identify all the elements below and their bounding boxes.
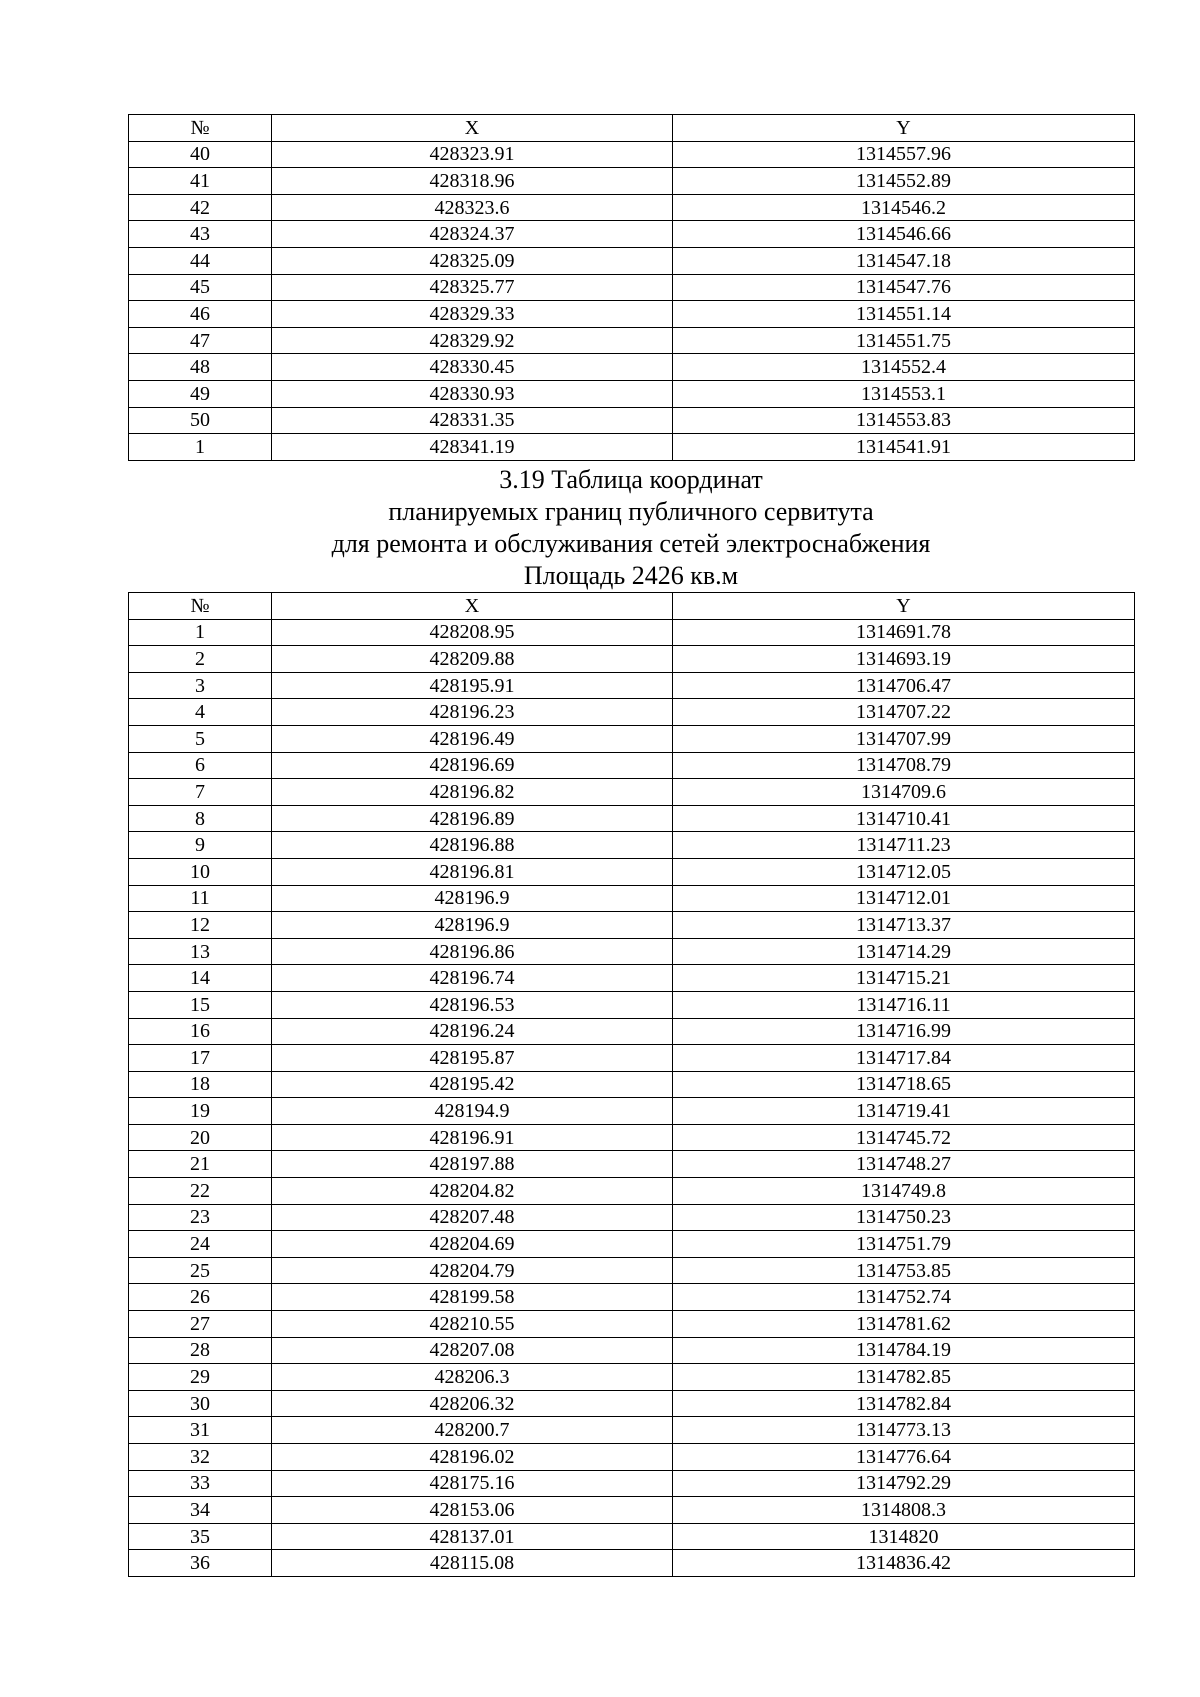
cell-x: 428137.01 bbox=[272, 1523, 673, 1550]
cell-y: 1314784.19 bbox=[673, 1337, 1135, 1364]
cell-number: 22 bbox=[129, 1178, 272, 1205]
cell-x: 428204.82 bbox=[272, 1178, 673, 1205]
cell-number: 41 bbox=[129, 168, 272, 195]
cell-x: 428207.08 bbox=[272, 1337, 673, 1364]
cell-y: 1314718.65 bbox=[673, 1071, 1135, 1098]
cell-number: 8 bbox=[129, 805, 272, 832]
table-row bbox=[129, 619, 1135, 646]
cell-y: 1314713.37 bbox=[673, 912, 1135, 939]
cell-y: 1314781.62 bbox=[673, 1311, 1135, 1338]
table-row bbox=[129, 1231, 1135, 1258]
cell-y: 1314820 bbox=[673, 1523, 1135, 1550]
cell-number: 35 bbox=[129, 1523, 272, 1550]
cell-number: 2 bbox=[129, 646, 272, 673]
cell-x: 428197.88 bbox=[272, 1151, 673, 1178]
cell-x: 428331.35 bbox=[272, 407, 673, 434]
cell-x: 428153.06 bbox=[272, 1497, 673, 1524]
table-row bbox=[129, 699, 1135, 726]
cell-number: 30 bbox=[129, 1390, 272, 1417]
cell-number: 20 bbox=[129, 1124, 272, 1151]
cell-x: 428209.88 bbox=[272, 646, 673, 673]
cell-x: 428325.09 bbox=[272, 247, 673, 274]
cell-number: 12 bbox=[129, 912, 272, 939]
table-row bbox=[129, 1151, 1135, 1178]
cell-x: 428194.9 bbox=[272, 1098, 673, 1125]
coordinates-table-bottom bbox=[128, 592, 1135, 1577]
cell-y: 1314551.14 bbox=[673, 301, 1135, 328]
table-row bbox=[129, 1045, 1135, 1072]
cell-x: 428318.96 bbox=[272, 168, 673, 195]
caption-subtitle: планируемых границ публичного сервитута bbox=[388, 497, 874, 526]
cell-number: 18 bbox=[129, 1071, 272, 1098]
cell-x: 428329.92 bbox=[272, 327, 673, 354]
table-row bbox=[129, 1364, 1135, 1391]
header-x: X bbox=[272, 115, 673, 142]
cell-y: 1314711.23 bbox=[673, 832, 1135, 859]
table-row bbox=[129, 1071, 1135, 1098]
cell-y: 1314719.41 bbox=[673, 1098, 1135, 1125]
cell-x: 428196.81 bbox=[272, 858, 673, 885]
cell-number: 29 bbox=[129, 1364, 272, 1391]
cell-number: 1 bbox=[129, 434, 272, 461]
cell-number: 11 bbox=[129, 885, 272, 912]
table-row bbox=[129, 407, 1135, 434]
cell-x: 428196.9 bbox=[272, 912, 673, 939]
table-header-row bbox=[129, 593, 1135, 620]
cell-x: 428207.48 bbox=[272, 1204, 673, 1231]
cell-number: 16 bbox=[129, 1018, 272, 1045]
cell-x: 428206.32 bbox=[272, 1390, 673, 1417]
cell-number: 13 bbox=[129, 938, 272, 965]
cell-x: 428330.93 bbox=[272, 380, 673, 407]
cell-number: 7 bbox=[129, 779, 272, 806]
cell-y: 1314707.22 bbox=[673, 699, 1135, 726]
table-row bbox=[129, 1550, 1135, 1577]
table-row bbox=[129, 1311, 1135, 1338]
table-row bbox=[129, 1417, 1135, 1444]
cell-number: 46 bbox=[129, 301, 272, 328]
cell-y: 1314715.21 bbox=[673, 965, 1135, 992]
table-header-row bbox=[129, 115, 1135, 142]
cell-number: 24 bbox=[129, 1231, 272, 1258]
cell-number: 34 bbox=[129, 1497, 272, 1524]
cell-x: 428196.82 bbox=[272, 779, 673, 806]
cell-y: 1314553.83 bbox=[673, 407, 1135, 434]
cell-x: 428196.53 bbox=[272, 991, 673, 1018]
cell-y: 1314773.13 bbox=[673, 1417, 1135, 1444]
cell-y: 1314710.41 bbox=[673, 805, 1135, 832]
cell-x: 428196.02 bbox=[272, 1444, 673, 1471]
cell-y: 1314745.72 bbox=[673, 1124, 1135, 1151]
cell-x: 428206.3 bbox=[272, 1364, 673, 1391]
cell-number: 28 bbox=[129, 1337, 272, 1364]
table-row bbox=[129, 434, 1135, 461]
header-number: № bbox=[129, 593, 272, 620]
cell-y: 1314776.64 bbox=[673, 1444, 1135, 1471]
cell-x: 428196.89 bbox=[272, 805, 673, 832]
table-row bbox=[129, 858, 1135, 885]
cell-number: 25 bbox=[129, 1257, 272, 1284]
cell-x: 428200.7 bbox=[272, 1417, 673, 1444]
cell-x: 428196.9 bbox=[272, 885, 673, 912]
table-row bbox=[129, 1390, 1135, 1417]
header-y: Y bbox=[673, 115, 1135, 142]
cell-number: 5 bbox=[129, 725, 272, 752]
cell-x: 428199.58 bbox=[272, 1284, 673, 1311]
table-row bbox=[129, 1444, 1135, 1471]
cell-y: 1314749.8 bbox=[673, 1178, 1135, 1205]
cell-number: 49 bbox=[129, 380, 272, 407]
cell-y: 1314709.6 bbox=[673, 779, 1135, 806]
table-row bbox=[129, 168, 1135, 195]
table-row bbox=[129, 1178, 1135, 1205]
cell-x: 428196.24 bbox=[272, 1018, 673, 1045]
cell-number: 45 bbox=[129, 274, 272, 301]
cell-number: 6 bbox=[129, 752, 272, 779]
table-row bbox=[129, 1284, 1135, 1311]
table-row bbox=[129, 991, 1135, 1018]
cell-number: 23 bbox=[129, 1204, 272, 1231]
cell-x: 428330.45 bbox=[272, 354, 673, 381]
cell-number: 27 bbox=[129, 1311, 272, 1338]
cell-number: 4 bbox=[129, 699, 272, 726]
cell-x: 428341.19 bbox=[272, 434, 673, 461]
cell-number: 21 bbox=[129, 1151, 272, 1178]
cell-number: 32 bbox=[129, 1444, 272, 1471]
cell-number: 3 bbox=[129, 672, 272, 699]
table-row bbox=[129, 805, 1135, 832]
cell-y: 1314552.4 bbox=[673, 354, 1135, 381]
cell-number: 33 bbox=[129, 1470, 272, 1497]
caption-title: 3.19 Таблица координат bbox=[499, 465, 763, 494]
cell-y: 1314716.11 bbox=[673, 991, 1135, 1018]
cell-y: 1314553.1 bbox=[673, 380, 1135, 407]
cell-number: 48 bbox=[129, 354, 272, 381]
cell-x: 428323.91 bbox=[272, 141, 673, 168]
table-row bbox=[129, 885, 1135, 912]
header-x: X bbox=[272, 593, 673, 620]
table-caption bbox=[128, 464, 1134, 592]
table-row bbox=[129, 832, 1135, 859]
table-row bbox=[129, 274, 1135, 301]
cell-x: 428196.91 bbox=[272, 1124, 673, 1151]
cell-y: 1314836.42 bbox=[673, 1550, 1135, 1577]
cell-number: 17 bbox=[129, 1045, 272, 1072]
cell-number: 1 bbox=[129, 619, 272, 646]
cell-x: 428115.08 bbox=[272, 1550, 673, 1577]
cell-number: 26 bbox=[129, 1284, 272, 1311]
table-row bbox=[129, 1098, 1135, 1125]
cell-x: 428208.95 bbox=[272, 619, 673, 646]
cell-y: 1314693.19 bbox=[673, 646, 1135, 673]
header-number: № bbox=[129, 115, 272, 142]
cell-number: 42 bbox=[129, 194, 272, 221]
cell-number: 19 bbox=[129, 1098, 272, 1125]
cell-y: 1314712.05 bbox=[673, 858, 1135, 885]
cell-x: 428195.87 bbox=[272, 1045, 673, 1072]
cell-y: 1314716.99 bbox=[673, 1018, 1135, 1045]
cell-number: 15 bbox=[129, 991, 272, 1018]
header-y: Y bbox=[673, 593, 1135, 620]
cell-y: 1314714.29 bbox=[673, 938, 1135, 965]
cell-y: 1314751.79 bbox=[673, 1231, 1135, 1258]
table-row bbox=[129, 327, 1135, 354]
cell-number: 40 bbox=[129, 141, 272, 168]
table-row bbox=[129, 1523, 1135, 1550]
table-row bbox=[129, 221, 1135, 248]
cell-y: 1314782.84 bbox=[673, 1390, 1135, 1417]
cell-number: 14 bbox=[129, 965, 272, 992]
cell-x: 428196.23 bbox=[272, 699, 673, 726]
cell-y: 1314546.66 bbox=[673, 221, 1135, 248]
cell-x: 428204.69 bbox=[272, 1231, 673, 1258]
table-row bbox=[129, 1470, 1135, 1497]
cell-number: 36 bbox=[129, 1550, 272, 1577]
cell-y: 1314782.85 bbox=[673, 1364, 1135, 1391]
cell-number: 43 bbox=[129, 221, 272, 248]
table-row bbox=[129, 938, 1135, 965]
cell-y: 1314551.75 bbox=[673, 327, 1135, 354]
cell-number: 9 bbox=[129, 832, 272, 859]
table-row bbox=[129, 672, 1135, 699]
cell-y: 1314707.99 bbox=[673, 725, 1135, 752]
cell-y: 1314753.85 bbox=[673, 1257, 1135, 1284]
cell-y: 1314547.76 bbox=[673, 274, 1135, 301]
cell-x: 428175.16 bbox=[272, 1470, 673, 1497]
table-row bbox=[129, 912, 1135, 939]
cell-y: 1314706.47 bbox=[673, 672, 1135, 699]
cell-number: 31 bbox=[129, 1417, 272, 1444]
cell-y: 1314552.89 bbox=[673, 168, 1135, 195]
cell-y: 1314712.01 bbox=[673, 885, 1135, 912]
cell-y: 1314708.79 bbox=[673, 752, 1135, 779]
cell-x: 428323.6 bbox=[272, 194, 673, 221]
cell-x: 428324.37 bbox=[272, 221, 673, 248]
table-row bbox=[129, 141, 1135, 168]
table-row bbox=[129, 1124, 1135, 1151]
cell-x: 428196.74 bbox=[272, 965, 673, 992]
cell-y: 1314752.74 bbox=[673, 1284, 1135, 1311]
cell-x: 428204.79 bbox=[272, 1257, 673, 1284]
cell-x: 428196.88 bbox=[272, 832, 673, 859]
cell-x: 428196.49 bbox=[272, 725, 673, 752]
cell-x: 428195.91 bbox=[272, 672, 673, 699]
cell-y: 1314750.23 bbox=[673, 1204, 1135, 1231]
table-row bbox=[129, 752, 1135, 779]
table-row bbox=[129, 380, 1135, 407]
table-row bbox=[129, 725, 1135, 752]
table-row bbox=[129, 965, 1135, 992]
cell-y: 1314748.27 bbox=[673, 1151, 1135, 1178]
cell-y: 1314546.2 bbox=[673, 194, 1135, 221]
cell-x: 428329.33 bbox=[272, 301, 673, 328]
cell-x: 428210.55 bbox=[272, 1311, 673, 1338]
cell-y: 1314808.3 bbox=[673, 1497, 1135, 1524]
caption-purpose: для ремонта и обслуживания сетей электроснабжения bbox=[331, 529, 931, 558]
coordinates-table-top bbox=[128, 114, 1135, 461]
table-row bbox=[129, 1018, 1135, 1045]
table-row bbox=[129, 1497, 1135, 1524]
table-row bbox=[129, 646, 1135, 673]
cell-x: 428196.69 bbox=[272, 752, 673, 779]
cell-number: 50 bbox=[129, 407, 272, 434]
cell-y: 1314691.78 bbox=[673, 619, 1135, 646]
table-row bbox=[129, 1257, 1135, 1284]
caption-area: Площадь 2426 кв.м bbox=[523, 561, 739, 590]
table-row bbox=[129, 779, 1135, 806]
cell-y: 1314547.18 bbox=[673, 247, 1135, 274]
cell-y: 1314557.96 bbox=[673, 141, 1135, 168]
cell-x: 428195.42 bbox=[272, 1071, 673, 1098]
cell-y: 1314792.29 bbox=[673, 1470, 1135, 1497]
table-row bbox=[129, 247, 1135, 274]
cell-number: 10 bbox=[129, 858, 272, 885]
cell-y: 1314717.84 bbox=[673, 1045, 1135, 1072]
table-row bbox=[129, 194, 1135, 221]
cell-x: 428325.77 bbox=[272, 274, 673, 301]
cell-y: 1314541.91 bbox=[673, 434, 1135, 461]
table-row bbox=[129, 1204, 1135, 1231]
table-row bbox=[129, 301, 1135, 328]
cell-number: 44 bbox=[129, 247, 272, 274]
table-row bbox=[129, 1337, 1135, 1364]
cell-x: 428196.86 bbox=[272, 938, 673, 965]
table-row bbox=[129, 354, 1135, 381]
cell-number: 47 bbox=[129, 327, 272, 354]
